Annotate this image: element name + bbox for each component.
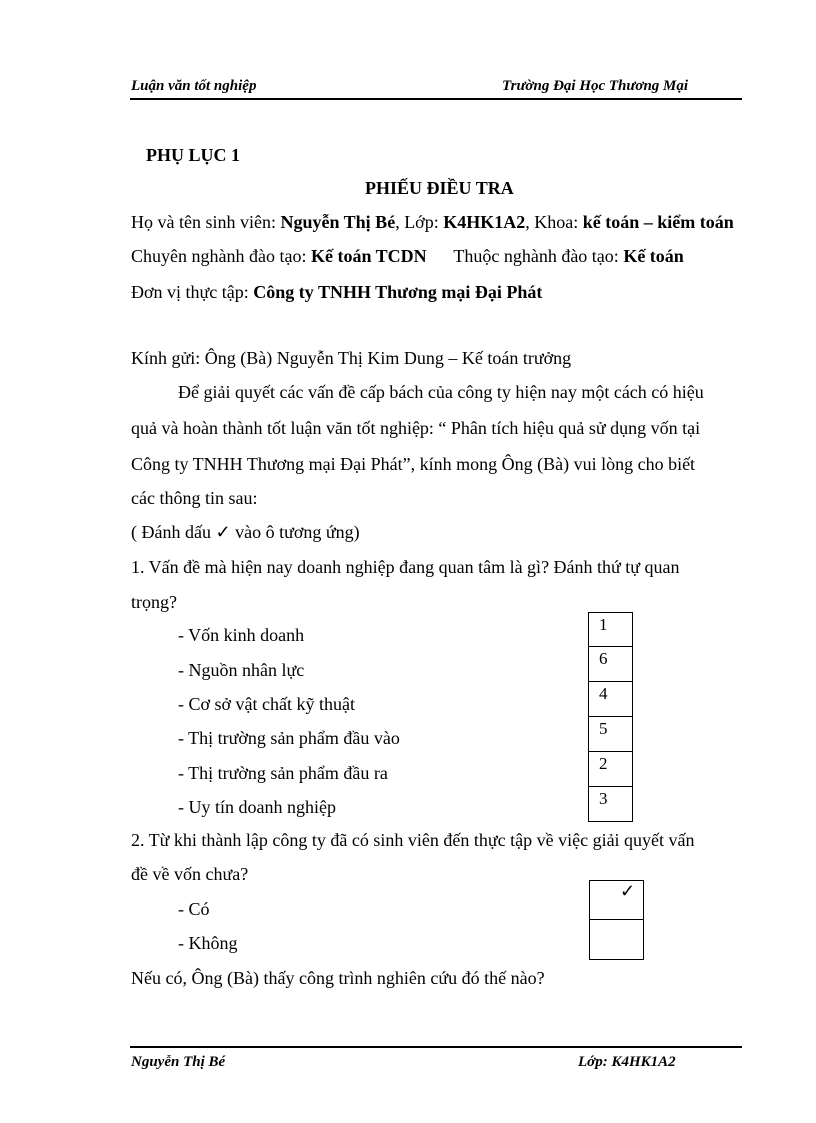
unit-line [131, 280, 542, 304]
student-faculty: kế toán – kiểm toán [582, 212, 734, 232]
rank-box-6[interactable]: 3 [588, 787, 633, 822]
q2-checkbox-yes[interactable]: ✓ [589, 880, 644, 920]
header-left: Luận văn tốt nghiệp [131, 78, 257, 94]
form-title: PHIẾU ĐIỀU TRA [365, 178, 514, 198]
footer-right: Lớp: K4HK1A2 [578, 1054, 676, 1070]
intro-line-4: các thông tin sau: [131, 488, 258, 508]
q1-line-1: 1. Vấn đề mà hiện nay doanh nghiệp đang quan tâm là gì? Đánh thứ tự quan [131, 557, 680, 577]
unit-label: Đơn vị thực tập: [131, 282, 249, 302]
major-label: Chuyên nghành đào tạo: [131, 246, 307, 266]
student-class: K4HK1A2 [443, 212, 526, 232]
appendix-title: PHỤ LỤC 1 [146, 145, 240, 165]
rank-box-5[interactable]: 2 [588, 752, 633, 787]
field-label: Thuộc nghành đào tạo: [453, 246, 619, 266]
intro-line-3: Công ty TNHH Thương mại Đại Phát”, kính mong Ông (Bà) vui lòng cho biết [131, 454, 696, 474]
rank-box-3[interactable]: 4 [588, 682, 633, 717]
intro-line-1: Để giải quyết các vấn đề cấp bách của công ty hiện nay một cách có hiệu [178, 382, 704, 402]
q2-line-1: 2. Từ khi thành lập công ty đã có sinh viên đến thực tập về việc giải quyết vấn [131, 830, 695, 850]
q1-line-2: trọng? [131, 592, 177, 612]
q2-checkbox-no[interactable] [589, 920, 644, 960]
q1-item-label: - Vốn kinh doanh [178, 625, 305, 645]
class-label: , Lớp: [395, 212, 439, 232]
student-name: Nguyễn Thị Bé [280, 212, 396, 232]
name-label: Họ và tên sinh viên: [131, 212, 276, 232]
rank-box-2[interactable]: 6 [588, 647, 633, 682]
header-rule [130, 98, 742, 100]
faculty-label: , Khoa: [525, 212, 579, 232]
footer-rule [130, 1046, 742, 1048]
q1-item-label: - Thị trường sản phẩm đầu vào [178, 728, 400, 748]
q1-item-label: - Uy tín doanh nghiệp [178, 797, 336, 817]
header-right: Trường Đại Học Thương Mại [502, 78, 689, 94]
greeting: Kính gửi: Ông (Bà) Nguyễn Thị Kim Dung – Kế toán trưởng [131, 348, 572, 368]
student-unit: Công ty TNHH Thương mại Đại Phát [253, 282, 543, 302]
student-major: Kế toán TCDN [310, 246, 427, 266]
checkmark-icon: ✓ [215, 522, 231, 542]
q2-option-label: - Không [178, 933, 238, 953]
q2-option-label: - Có [178, 899, 210, 919]
major-line [131, 244, 684, 268]
q1-item-label: - Nguồn nhân lực [178, 660, 305, 680]
instruction-before: ( Đánh dấu [131, 522, 211, 542]
rank-box-4[interactable]: 5 [588, 717, 633, 752]
q2-line-2: đề về vốn chưa? [131, 864, 249, 884]
student-line [131, 210, 734, 234]
q1-item-label: - Thị trường sản phẩm đầu ra [178, 763, 388, 783]
instruction-after: vào ô tương ứng) [235, 522, 360, 542]
q2-followup: Nếu có, Ông (Bà) thấy công trình nghiên cứu đó thế nào? [131, 968, 545, 988]
student-field: Kế toán [623, 246, 684, 266]
instruction [131, 520, 360, 544]
rank-box-1[interactable]: 1 [588, 612, 633, 647]
q1-item-label: - Cơ sở vật chất kỹ thuật [178, 694, 356, 714]
footer-left: Nguyễn Thị Bé [131, 1054, 226, 1070]
intro-line-2: quả và hoàn thành tốt luận văn tốt nghiệp: “ Phân tích hiệu quả sử dụng vốn tại [131, 418, 701, 438]
